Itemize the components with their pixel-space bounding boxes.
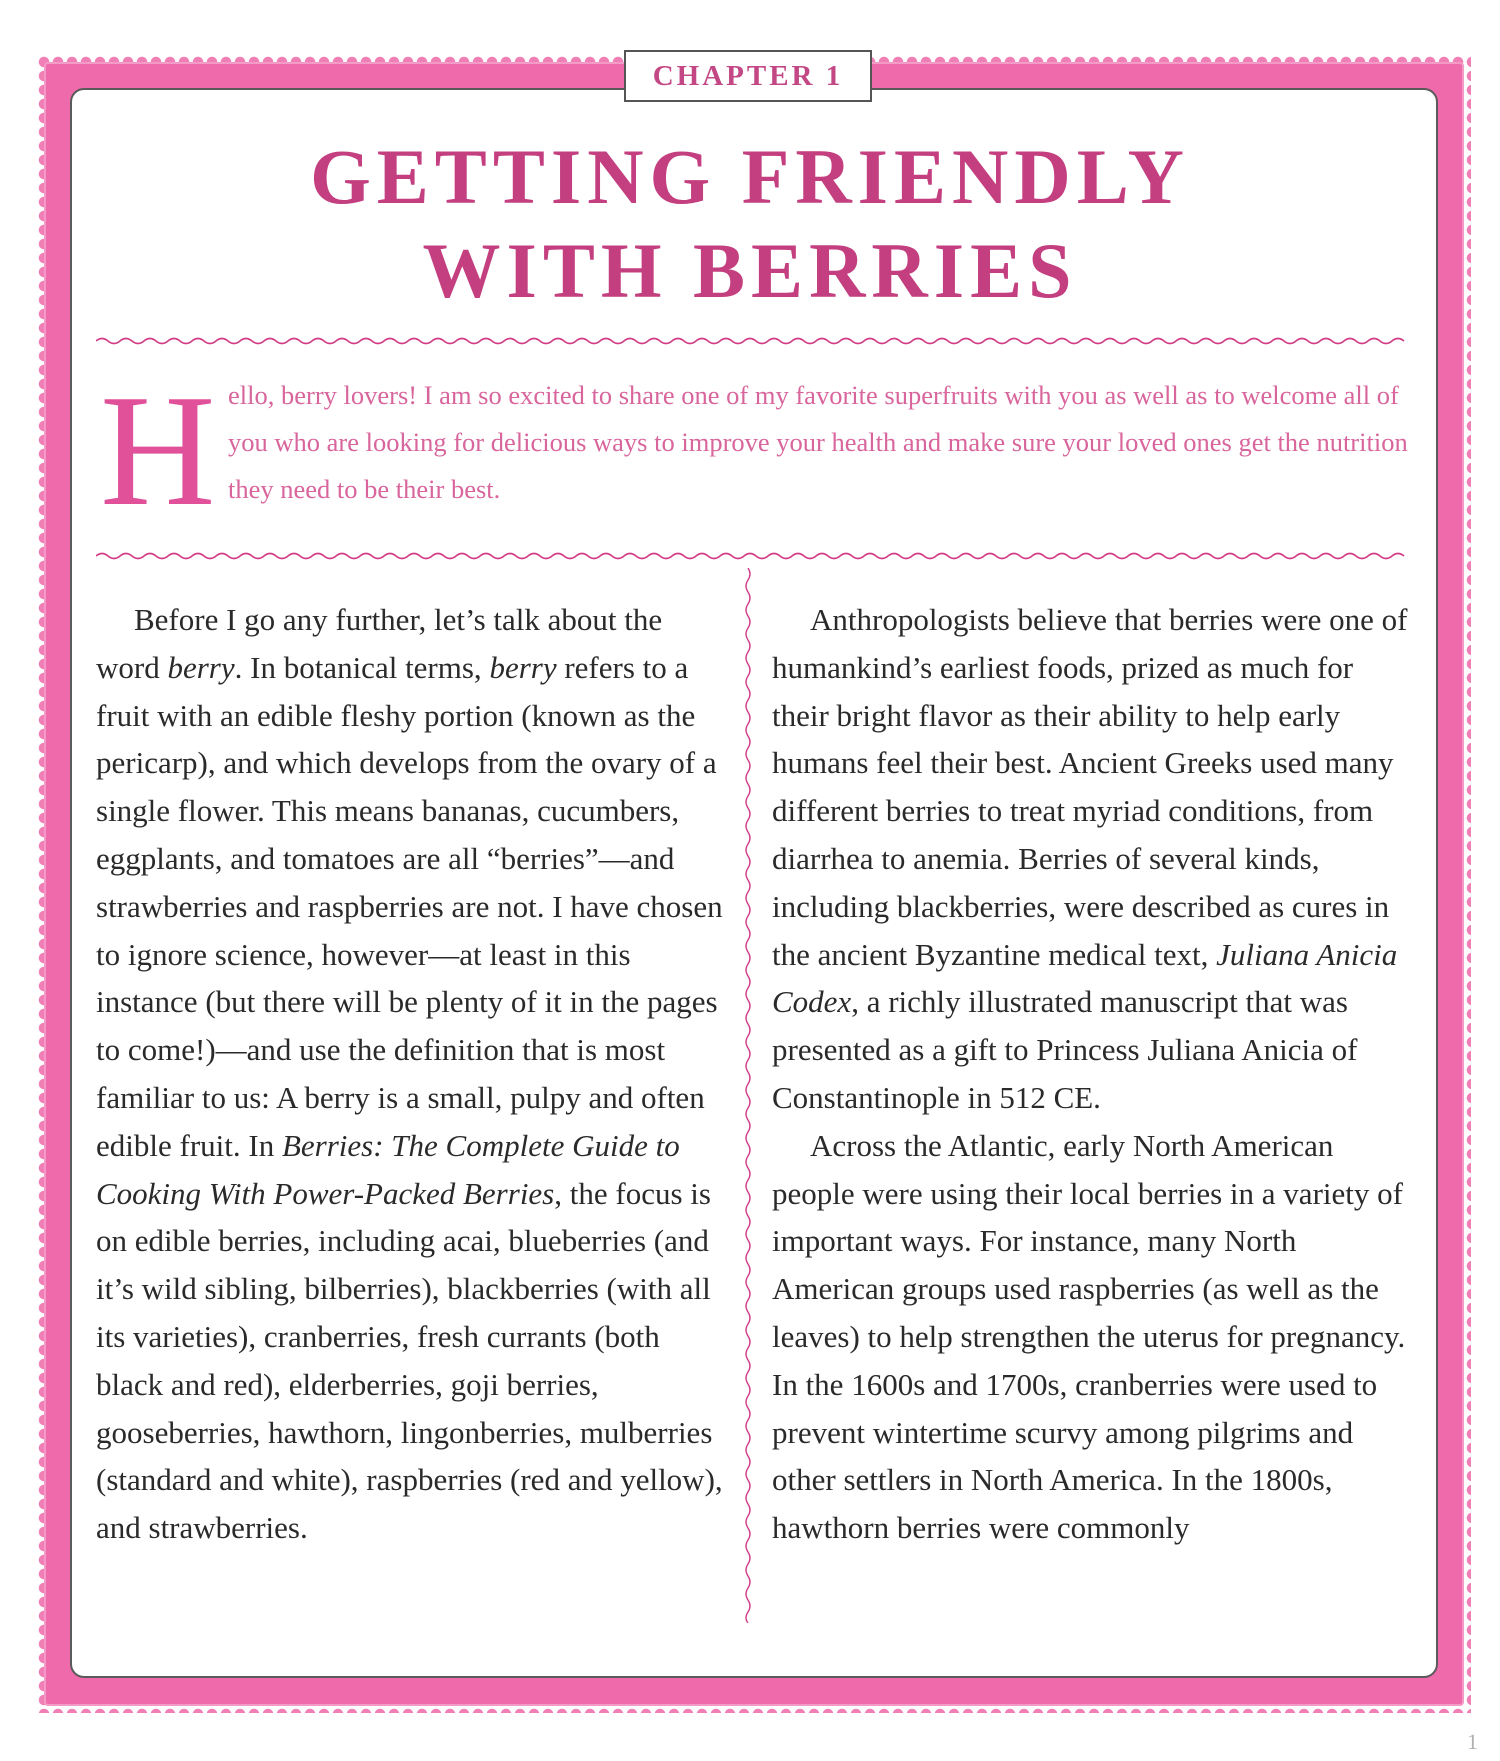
chapter-label: CHAPTER 1 <box>624 50 872 102</box>
intro-block <box>100 361 1410 539</box>
left-column <box>96 596 732 1552</box>
chapter-title <box>200 130 1300 318</box>
top-wavy-rule <box>96 334 1410 348</box>
right-column <box>772 596 1412 1552</box>
right-paragraph-2: Across the Atlantic, early North American people were using their local berries in a variety of important ways. For instance, many North American groups used raspberries (as well as the leaves) to help strengthen the uterus for pregnancy. In the 1600s and 1700s, cranberries were used to prevent wintertime scurvy among pilgrims and other settlers in North America. In the 1800s, hawthorn berries were commonly <box>772 1127 1406 1546</box>
title-line-1: GETTING FRIENDLY <box>310 133 1190 220</box>
column-divider <box>738 568 758 1623</box>
bottom-wavy-rule <box>96 549 1410 563</box>
page-number: 1 <box>1467 1729 1478 1754</box>
right-paragraph-1: Anthropologists believe that berries were one of humankind’s earliest foods, prized as much for their bright flavor as their ability to help early humans feel their best. Ancient Greeks used many different berries to treat myriad conditions, from diarrhea to anemia. Berries of several kinds, including blackberries, were described as cures in the ancient Byzantine medical text, Juliana Anicia Codex, a richly illustrated manuscript that was presented as a gift to Princess Juliana Anicia of Constantinople in 512 CE. <box>772 602 1408 1115</box>
intro-text: ello, berry lovers! I am so excited to share one of my favorite superfruits with you as well as to welcome all of you who are looking for delicious ways to improve your health and make sure your loved ones get the nutrition they need to be their best. <box>228 380 1408 504</box>
drop-cap: H <box>100 361 216 539</box>
title-line-2: WITH BERRIES <box>422 227 1078 314</box>
left-paragraph-1: Before I go any further, let’s talk about the word berry. In botanical terms, berry refers to a fruit with an edible fleshy portion (known as the pericarp), and which develops from the ovary of a single flower. This means bananas, cucumbers, eggplants, and tomatoes are all “berries”—and strawberries and raspberries are not. I have chosen to ignore science, however—at least in this instance (but there will be plenty of it in the pages to come!)—and use the definition that is most familiar to us: A berry is a small, pulpy and often edible fruit. In Berries: The Complete Guide to Cooking With Power-Packed Berries, the focus is on edible berries, including acai, blueberries (and it’s wild sibling, bilberries), blackberries (with all its varieties), cranberries, fresh currants (both black and red), elderberries, goji berries, gooseberries, hawthorn, lingonberries, mulberries (standard and white), raspberries (red and yellow), and strawberries. <box>96 602 723 1546</box>
